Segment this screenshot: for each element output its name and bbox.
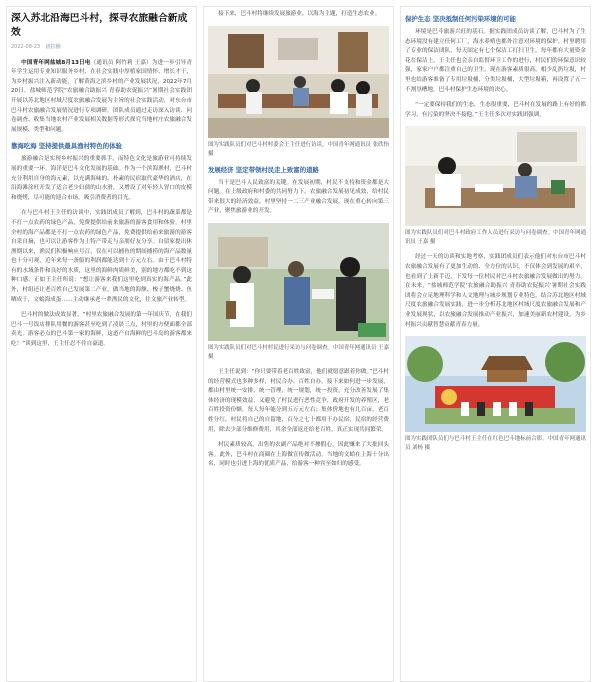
paragraph: 村民素质较高，出售的农副产品绝对不掺假心，因此赚来了大批回头客。此外，巴斗村在商圈在上海做宣传做活动，当地的文蛤在上海十分出名，同时也引进上海的优质产品，给游客一种宾至如归的感受。 <box>208 442 389 468</box>
photo-caption: 图为实践队员们对巴斗村村委会王主任进行访谈。中国青年网通讯员 张欣怡 摄 <box>208 141 389 157</box>
paragraph: “一定要保持我们的生态，生态很重要，巴斗村在发展的路上有好的都学习，有污染的坚决不接他。”王主任多次对实践团强调。 <box>405 102 586 118</box>
photo-caption: 图为实践团队员们与巴斗村王主任在红色巴斗地标前合影。中国青年网通讯员 刘杨 摄 <box>405 436 586 452</box>
article-title: 深入苏北沿海巴斗村，探寻农旅融合新成效 <box>11 13 188 38</box>
column-3 <box>400 6 591 682</box>
section-heading-sea: 靠海吃海 坚持提供最具渔村特色的体验 <box>11 142 122 151</box>
photo-group-red-landmark <box>405 336 586 432</box>
paragraph: 在与巴斗村王主任的访谈中，实践团成员了解到，巴斗村的蔬菜都是不打一点农药的绿色产品，免费提供给前来旅游的游客食用和体验。村里全村的海产品都是不打一点农药的绿色产品，免费提供给前来旅游的游客自采自摘，也可以让游客作为土特产带走与亲朋好友分享。自留家提出休渔期以来，渔民们积极响应号召，仅在可以捕鱼的期间捕捞的海产品数量也十分可观，近年来每一条船的利润都能达到十万元左右。由于巴斗村特有的水域条件和良好的水质，这里的海鲜肉质鲜美，别的地方都吃不到这种口感。正如王主任所说：“想让游客来我们这里吃到真实的海产品。”此外，村组还让老百姓自己发展第二产业，做当地的海额、梭子蟹烧烧、鱼晒成干，文蛤海成蛋……主动继承老一辈渔民的文化，往文旅产业转型。 <box>11 210 192 303</box>
photo-interview-village-committee <box>208 26 389 138</box>
paragraph: 当干是巴斗人民致富的关键。在发展初期，村民不支持和资金都是大问题。在上级政府和村委的共同努力下，农旅融合发展初见成效，给村民带来很大的经济效益。村里坚持一二三产业融合发展，现在重心转向第三产业，聚焦旅游业的开发。 <box>208 179 389 215</box>
lead-paragraph: 中国青年网盐城8月13日电（通讯员 阿竹莉 王嘉）为进一步引导青年学生运用专业知识服务乡村，在社会实践中厚植家国情怀、增长才干，为乡村振兴注入新动能，了解黄海之滨乡村的产业发展状况，2022年7月20日，盐城师范学院“农旅融合助振兴 青春助农促振兴”暑期社会实践团开展以苏北地区村域尺度农旅融合发展为主旨的社会实践活动，对东台市巴斗村农旅融合发展情况进行专项调研。团队成员通过走访深入访谈、问卷调查、收集当地农村产业发展相关数据等形式探究当地村庄农旅融合发展规模、类型和问题。 <box>11 59 192 133</box>
photo-caption: 图为实践队员们对巴斗村政府工作人员进行采访与问卷调查。中国青年网通讯员 王嘉 摄 <box>405 230 586 246</box>
article-date: 2022-08-23 <box>11 44 41 50</box>
article-source[interactable]: 团拉圈 <box>45 44 61 50</box>
paragraph: 环境是巴斗旅游兴旺的基石。据实践团成员访谈了解，巴斗村为了生态环境没有建立任何工厂，海水养殖也都外注意对环境的保护。村里聘用了专业的保洁团队，每天固定有七个保洁工打扫卫生，每年都有大量资金花在保洁上。王主任也会亲自监督环卫工作的进行，村民们的环保意识较强，家家户户都注重自己的卫生。现在游客素质很高，相少乱扔垃圾，村里也给游客准备了专用垃圾桶，分类垃圾桶，大型垃圾箱，再设置了五一不割垦槽地，巴斗村保护生态环境的决心。 <box>405 29 586 93</box>
dateline: 中国青年网盐城8月13日电 <box>21 59 91 66</box>
paragraph: 经过一天的访谈和实地考察，实践团成员们表示他们对东台市巴斗村农旅融合发展有了更加生动的、全方位的认识，不仅体会到发展的艰辛，也看到了上新手迈，下发每一位村民对巴斗村农旅融合发展做出的努力。在未来，“盐城师范学院‘农旅融合助振兴 青春助农促振兴’暑期社会实践团将会立足地理科学和人文地理与城乡规划专业特色，结合苏北地区村域尺度农旅融合发展实践，进一步分析苏北地区村域尺度农旅融合发展和产业发展现状，以农旅融合发展推动产业振兴，加速美丽新农村建设，为乡村振兴贡献智慧贡献青春力量。 <box>405 254 586 328</box>
photo-caption: 图为实践队员们对巴斗村村民进行采访与问卷调查。中国青年网通讯员 王嘉 摄 <box>208 344 389 360</box>
paragraph: 旅游融合是实现乡村振兴的重要抓手，而特色文化是旅游业可持续发展的重要一环。海洋是巴斗文化发展的基础。作为一个滨海渔村，巴斗村充分利用自身的海元素，以充满海味的、朴素的民宿取代豪华的酒店，在沿海滩涂旺开发了适合老少妇孺的山水滑，又增设了对年轻人胃口的皮模和烧烤，尽可能的迎合市场，吸引消费者的目光。 <box>11 156 192 201</box>
photo-villager-survey <box>208 223 389 341</box>
section-heading-ecology: 保护生态 坚决抵制任何污染环境的可能 <box>405 15 516 23</box>
paragraph: 王主任说到：“你只要带着老百姓致富，他们就愿意跟着你做。”巴斗村的经营模式也多种多样，村民合办、百姓自办，接下来如何进一步发展，都由村里统一安排，统一管理，统一规划，统一投资，充分改善发展了集体经济的现模效益，又避免了村民进行恶性竞争，政府开发的养殖区，老百姓投资份额，每人每年能分到五万元左右；集体价地也有几百亩，老百姓分红。村民将自己的自留地，百分之七十都用于办民宿，民宿的经营费用，除去少部分维修费用，其余全部返还给老百姓，真正实现共同繁荣。 <box>208 368 389 433</box>
paragraph: 巴斗村的做法成效显著，“村里农旅融合发展的第一年国庆节，在我们巴斗一号饭店排队用餐的游客甚至吃到了凌晨三点，村里的方便面都全部卖光。游客必点的巴斗第一家的海鲜，这道产自海鲜的巴斗岛的游客都来吃！”谈到这里，王主任忍不住自豪道。 <box>11 312 192 348</box>
column-2 <box>203 6 394 682</box>
paragraph: 接下来，巴斗村将继续发展旅游业，以海为主题，打造生态农业。 <box>218 11 381 17</box>
article-meta <box>11 43 192 53</box>
column-1 <box>6 6 197 682</box>
photo-government-staff-interview <box>405 126 586 226</box>
section-heading-economy: 发展经济 坚定带领村民走上致富的道路 <box>208 165 319 174</box>
